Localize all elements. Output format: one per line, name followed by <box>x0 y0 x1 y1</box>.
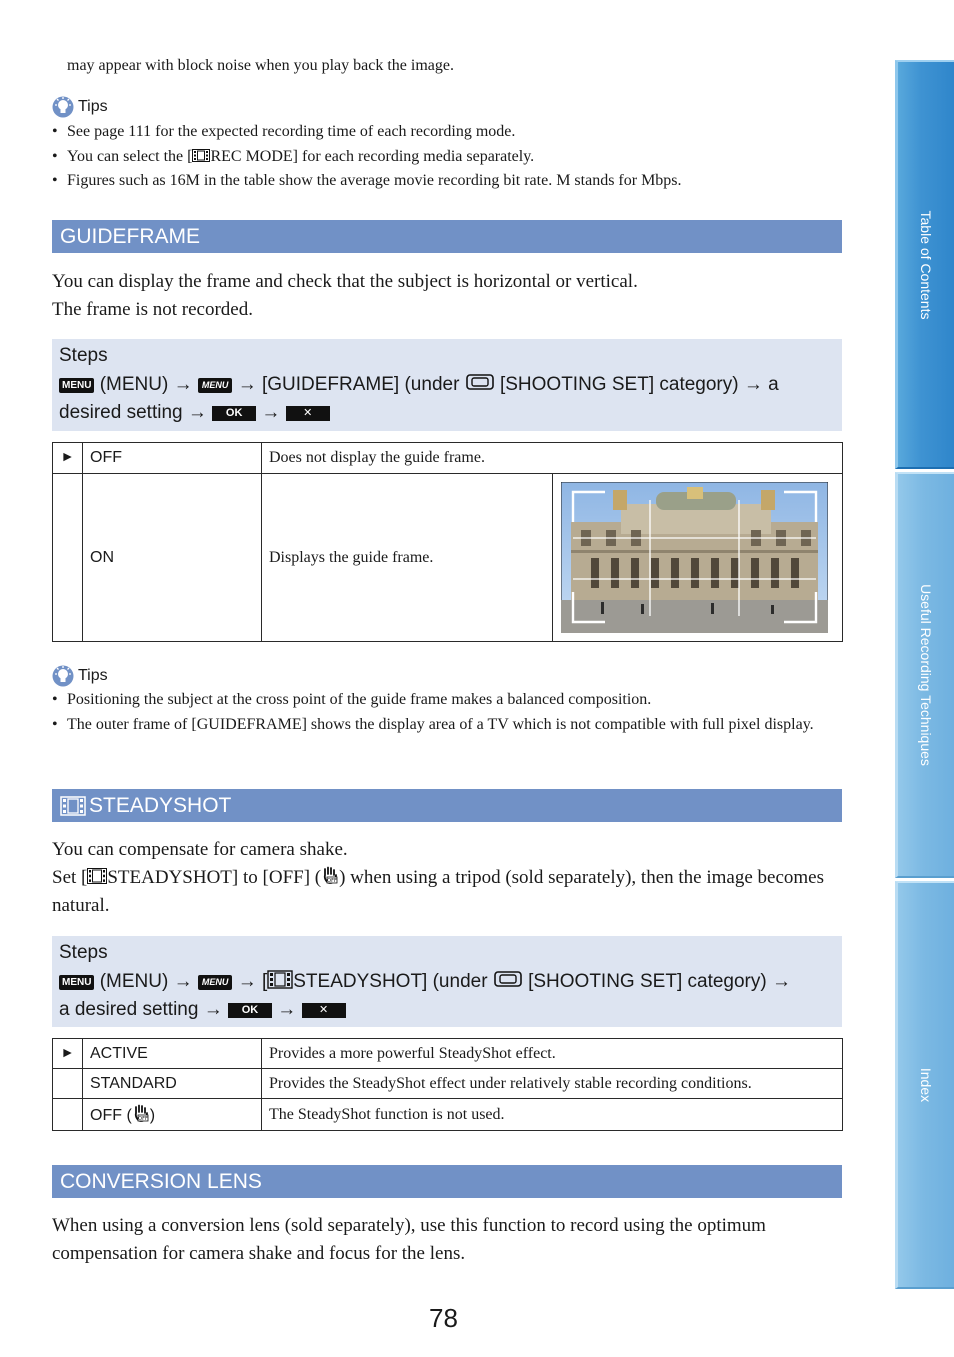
ok-key-icon: OK <box>228 1003 272 1018</box>
option-name: ON <box>83 474 262 642</box>
table-row <box>53 1069 843 1099</box>
tips-list <box>52 688 822 737</box>
svg-text:OFF: OFF <box>327 878 337 884</box>
tips-heading <box>52 665 108 687</box>
section-header-steadyshot <box>52 789 842 822</box>
guide-frame-example-image <box>561 482 828 633</box>
lightbulb-icon <box>52 96 74 118</box>
tip-item: • Figures such as 16M in the table show the average movie recording bit rate. M stands for Mbps. <box>52 169 852 194</box>
option-name: OFF ( OFF ) <box>83 1099 262 1131</box>
close-key-icon: ✕ <box>302 1003 346 1018</box>
section-header-guideframe <box>52 220 842 253</box>
steadyshot-options-table <box>52 1038 843 1131</box>
side-tab-table-of-contents[interactable]: Table of Contents <box>895 60 954 469</box>
default-marker-icon: ► <box>53 1039 83 1069</box>
camera-settings-icon <box>493 969 523 989</box>
close-key-icon: ✕ <box>286 406 330 421</box>
movie-film-icon <box>60 796 86 816</box>
table-row <box>53 1039 843 1069</box>
guideframe-options-table <box>52 442 843 642</box>
table-row <box>53 1099 843 1131</box>
table-row <box>53 474 843 642</box>
tip-item: • Positioning the subject at the cross point of the guide frame makes a balanced composition. <box>52 688 822 713</box>
option-description: Provides the SteadyShot effect under relatively stable recording conditions. <box>262 1069 843 1099</box>
side-tab-useful-recording-techniques[interactable]: Useful Recording Techniques <box>895 472 954 878</box>
option-name: STANDARD <box>83 1069 262 1099</box>
table-row <box>53 443 843 474</box>
tip-item: • The outer frame of [GUIDEFRAME] shows the display area of a TV which is not compatible with full pixel display. <box>52 713 822 738</box>
steps-heading: Steps <box>59 345 108 366</box>
option-description: The SteadyShot function is not used. <box>262 1099 843 1131</box>
option-description: Displays the guide frame. <box>262 474 553 642</box>
tips-label: Tips <box>78 667 108 684</box>
steadyshot-off-icon <box>321 866 339 886</box>
section-title: STEADYSHOT <box>89 793 232 817</box>
tip-item: • You can select the [ REC MODE] for each recording media separately. <box>52 145 852 170</box>
steps-line: desired setting → OK → ✕ <box>59 399 834 428</box>
movie-film-icon <box>87 868 107 884</box>
steadyshot-description: You can compensate for camera shake. Set [ STEADYSHOT] to [OFF] ( OFF ) when using a tripod (sold separately), then the image becomes natural. <box>52 839 824 916</box>
steadyshot-off-icon <box>132 1104 150 1124</box>
guideframe-description: You can display the frame and check that the subject is horizontal or vertical. The frame is not recorded. <box>52 271 638 320</box>
lightbulb-icon <box>52 665 74 687</box>
steps-box-steadyshot <box>52 936 842 1027</box>
tips-list <box>52 120 852 194</box>
tips-label: Tips <box>78 98 108 115</box>
conversion-lens-description: When using a conversion lens (sold separately), use this function to record using the optimum compensation for camera shake and focus for the lens. <box>52 1215 766 1264</box>
camera-settings-icon <box>465 372 495 392</box>
menu-key-icon: MENU <box>59 975 94 990</box>
default-marker-icon: ► <box>53 443 83 474</box>
tip-item: • See page 111 for the expected recording time of each recording mode. <box>52 120 852 145</box>
menu-key-icon: MENU <box>198 975 233 990</box>
menu-key-icon: MENU <box>198 378 233 393</box>
option-description: Provides a more powerful SteadyShot effect. <box>262 1039 843 1069</box>
menu-key-icon: MENU <box>59 378 94 393</box>
side-tab-index[interactable]: Index <box>895 881 954 1289</box>
svg-text:OFF: OFF <box>137 1116 148 1122</box>
option-name: ACTIVE <box>83 1039 262 1069</box>
movie-film-icon <box>267 970 293 989</box>
section-title: CONVERSION LENS <box>60 1169 262 1193</box>
ok-key-icon: OK <box>212 406 256 421</box>
steps-line: a desired setting → OK → ✕ <box>59 996 834 1025</box>
steps-line: MENU (MENU) → MENU → [GUIDEFRAME] (under [SHOOTING SET] category) → a <box>59 371 834 400</box>
page-number: 78 <box>429 1303 458 1333</box>
movie-film-icon <box>192 149 210 162</box>
steps-heading: Steps <box>59 942 108 963</box>
example-image-cell <box>553 474 843 642</box>
steps-box-guideframe <box>52 339 842 431</box>
steps-line: MENU (MENU) → MENU → [ STEADYSHOT] (under [SHOOTING SET] category) → <box>59 968 834 997</box>
option-description: Does not display the guide frame. <box>262 443 843 474</box>
section-title: GUIDEFRAME <box>60 224 201 248</box>
option-name: OFF <box>83 443 262 474</box>
intro-continuation: may appear with block noise when you play back the image. <box>67 57 454 74</box>
tips-heading <box>52 96 108 118</box>
section-header-conversion-lens <box>52 1165 842 1198</box>
